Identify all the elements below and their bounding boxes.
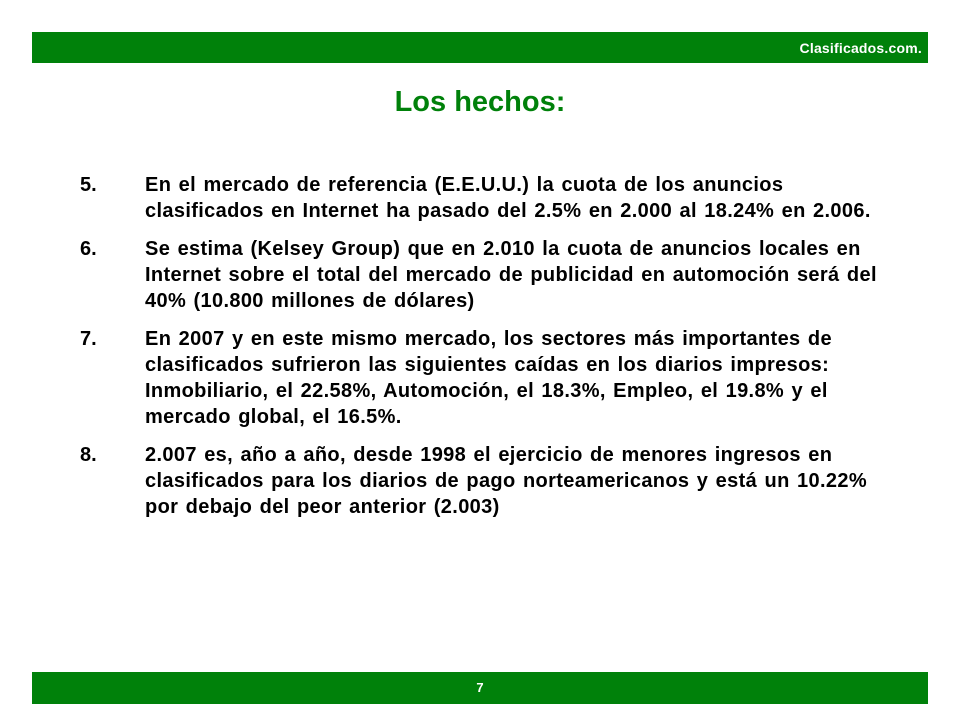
slide-title: Los hechos: bbox=[394, 86, 566, 118]
list-item-text: Se estima (Kelsey Group) que en 2.010 la cuota de anuncios locales en Internet sobre el total del mercado de publicidad en automoción será del 40% (10.800 millones de dólares) bbox=[145, 238, 877, 312]
header-bar bbox=[32, 32, 928, 63]
page-number: 7 bbox=[476, 680, 484, 695]
list-item bbox=[80, 172, 888, 224]
list-item-number: 8. bbox=[80, 444, 97, 466]
list-item-number: 5. bbox=[80, 174, 97, 196]
facts-list bbox=[80, 172, 888, 532]
footer-bar bbox=[32, 672, 928, 704]
list-item bbox=[80, 442, 888, 520]
list-item-number: 7. bbox=[80, 328, 97, 350]
list-item-text: En el mercado de referencia (E.E.U.U.) la cuota de los anuncios clasificados en Internet ha pasado del 2.5% en 2.000 al 18.24% en 2.006. bbox=[145, 174, 871, 222]
list-item bbox=[80, 236, 888, 314]
list-item bbox=[80, 326, 888, 430]
brand-label: Clasificados.com. bbox=[799, 40, 922, 56]
list-item-text: En 2007 y en este mismo mercado, los sectores más importantes de clasificados sufrieron las siguientes caídas en los diarios impresos: Inmobiliario, el 22.58%, Automoción, el 18.3%, Empleo, el 19.8% y el mercado global, el 16.5%. bbox=[145, 328, 832, 428]
list-item-text: 2.007 es, año a año, desde 1998 el ejercicio de menores ingresos en clasificados para los diarios de pago norteamericanos y está un 10.22% por debajo del peor anterior (2.003) bbox=[145, 444, 867, 518]
list-item-number: 6. bbox=[80, 238, 97, 260]
